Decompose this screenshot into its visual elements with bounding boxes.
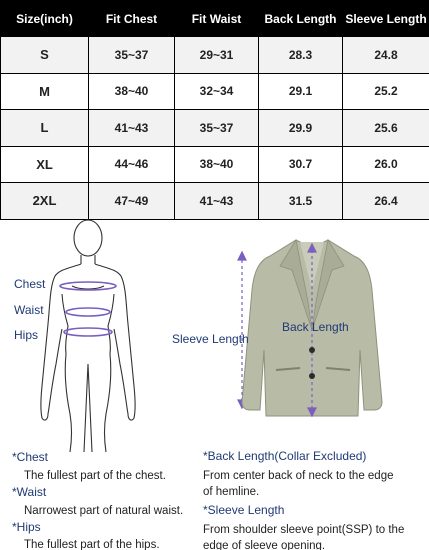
header-back-length: Back Length [259,1,343,37]
cell-back: 31.5 [259,183,343,220]
back-length-description [203,448,427,500]
sleeve-length-description [203,502,427,550]
header-fit-chest: Fit Chest [89,1,175,37]
cell-back: 30.7 [259,146,343,183]
back-desc-text-2: of hemline. [203,486,260,498]
cell-size: M [1,73,89,110]
cell-waist: 38~40 [175,146,259,183]
cell-waist: 32~34 [175,73,259,110]
cell-sleeve: 25.2 [343,73,429,110]
chest-label: Chest [14,277,46,291]
back-length-label: Back Length [282,320,349,334]
cell-sleeve: 24.8 [343,37,429,74]
cell-chest: 38~40 [89,73,175,110]
table-row [1,146,429,183]
header-fit-waist: Fit Waist [175,1,259,37]
sleeve-desc-text-2: edge of sleeve opening. [203,540,326,550]
cell-size: 2XL [1,183,89,220]
waist-desc-text: Narrowest part of natural waist. [24,505,184,517]
cell-chest: 41~43 [89,110,175,147]
cell-sleeve: 26.4 [343,183,429,220]
hips-description [12,519,202,550]
hips-desc-title: *Hips [12,520,41,534]
cell-sleeve: 25.6 [343,110,429,147]
sleeve-length-label: Sleeve Length [172,332,249,346]
cell-chest: 35~37 [89,37,175,74]
cell-back: 29.1 [259,73,343,110]
cell-size: S [1,37,89,74]
cell-sleeve: 26.0 [343,146,429,183]
table-header-row [1,1,429,37]
waist-desc-title: *Waist [12,485,47,499]
cell-back: 28.3 [259,37,343,74]
hips-label: Hips [14,328,39,342]
waist-label: Waist [14,303,44,317]
sleeve-desc-text-1: From shoulder sleeve point(SSP) to the [203,524,405,536]
cell-waist: 35~37 [175,110,259,147]
cell-waist: 29~31 [175,37,259,74]
back-desc-title: *Back Length(Collar Excluded) [203,449,367,463]
cell-back: 29.9 [259,110,343,147]
chest-desc-title: *Chest [12,450,49,464]
chest-description [12,449,202,484]
chest-desc-text: The fullest part of the chest. [24,470,166,482]
header-sleeve-length: Sleeve Length [343,1,429,37]
cell-waist: 41~43 [175,183,259,220]
header-size: Size(inch) [1,1,89,37]
table-row [1,37,429,74]
table-row [1,73,429,110]
cell-chest: 47~49 [89,183,175,220]
cell-size: XL [1,146,89,183]
cell-size: L [1,110,89,147]
size-chart-table [0,0,429,220]
waist-description [12,484,202,519]
sleeve-desc-title: *Sleeve Length [203,503,285,517]
cell-chest: 44~46 [89,146,175,183]
hips-desc-text: The fullest part of the hips. [24,539,160,550]
back-desc-text-1: From center back of neck to the edge [203,470,394,482]
table-row [1,110,429,147]
